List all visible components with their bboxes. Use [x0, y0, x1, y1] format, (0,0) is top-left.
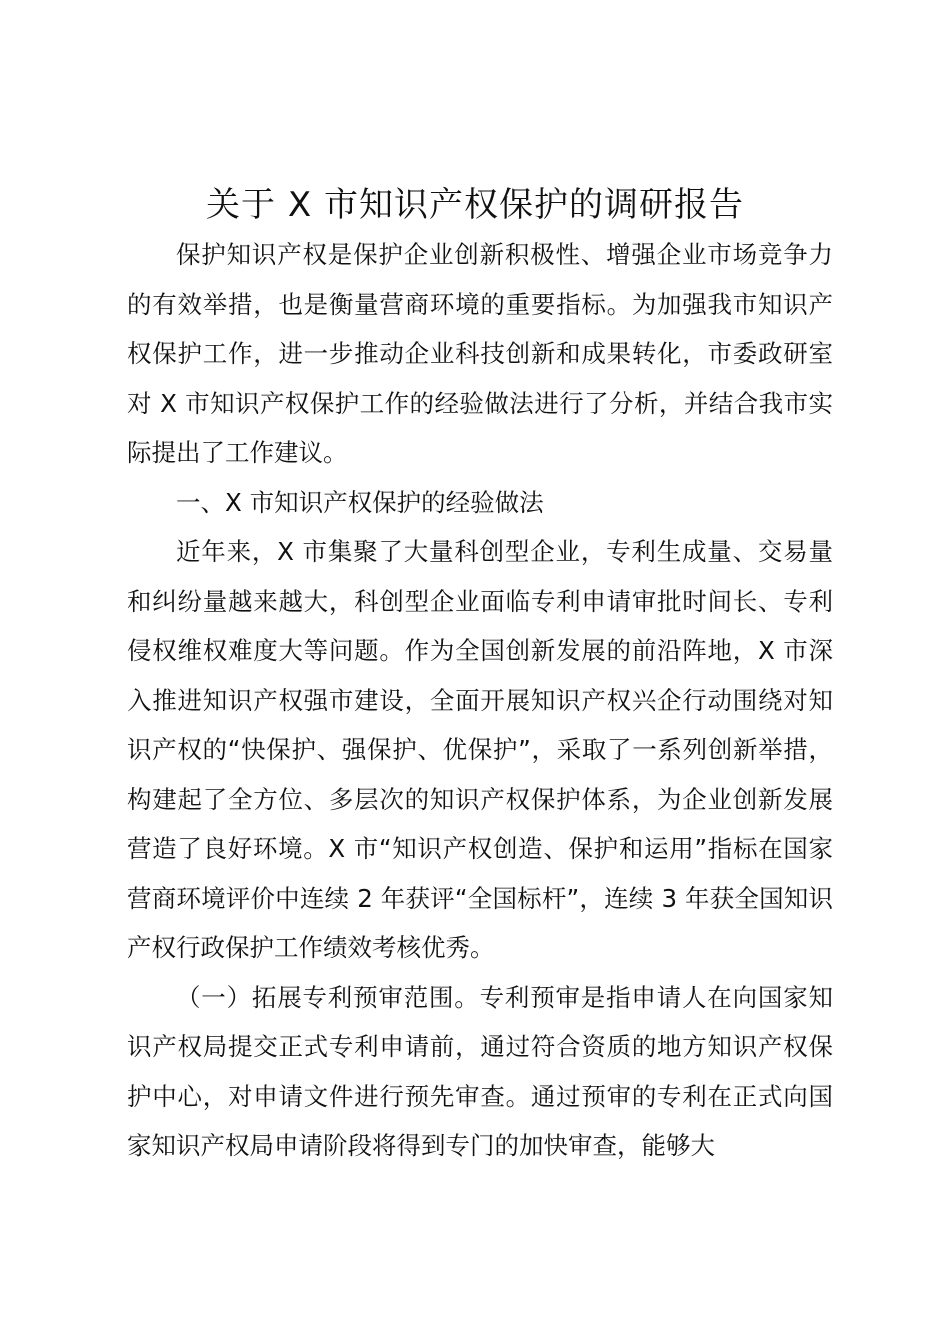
document-title: 关于 X 市知识产权保护的调研报告 [206, 185, 744, 225]
section-paragraph: 近年来，X 市集聚了大量科创型企业，专利生成量、交易量和纠纷量越来越大，科创型企业面临专利申请审批时间长、专利侵权维权难度大等问题。作为全国创新发展的前沿阵地，X 市深入推进知识产权强市建设，全面开展知识产权兴企行动围绕对知识产权的“快保护、强保护、优保护”，采取了一系列创新举措，构建起了全方位、多层次的知识产权保护体系，为企业创新发展营造了良好环境。X 市“知识产权创造、保护和运用”指标在国家营商环境评价中连续 2 年获评“全国标杆”，连续 3 年获全国知识产权行政保护工作绩效考核优秀。 [127, 537, 833, 962]
document-body [127, 230, 833, 1171]
section-heading: 一、X 市知识产权保护的经验做法 [176, 487, 544, 517]
subsection-paragraph: （一）拓展专利预审范围。专利预审是指申请人在向国家知识产权局提交正式专利申请前，通过符合资质的地方知识产权保护中心，对申请文件进行预先审查。通过预审的专利在正式向国家知识产权局申请阶段将得到专门的加快审查，能够大 [127, 982, 833, 1160]
intro-paragraph: 保护知识产权是保护企业创新积极性、增强企业市场竞争力的有效举措，也是衡量营商环境的重要指标。为加强我市知识产权保护工作，进一步推动企业科技创新和成果转化，市委政研室对 X 市知识产权保护工作的经验做法进行了分析，并结合我市实际提出了工作建议。 [127, 240, 833, 467]
